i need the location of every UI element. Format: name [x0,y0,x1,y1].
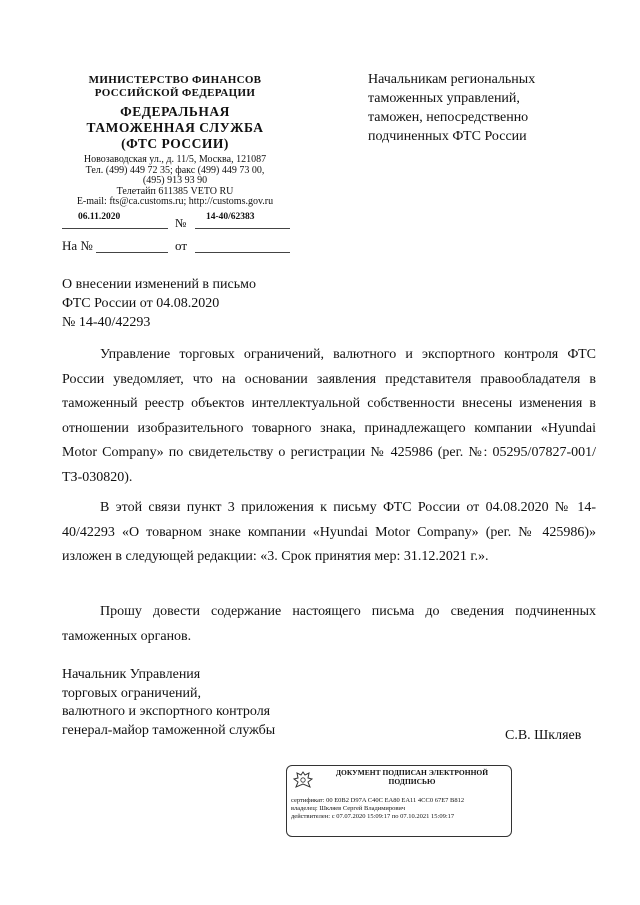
sender-fax: (495) 913 93 90 [142,175,208,186]
addressee-line-1: Начальникам региональных [368,72,536,87]
e-signature-stamp [286,765,512,837]
reference-number-underline [96,252,168,253]
reference-label: На № [62,238,93,253]
stamp-title: ДОКУМЕНТ ПОДПИСАН ЭЛЕКТРОННОЙ ПОДПИСЬЮ [335,768,489,786]
sender-email: E-mail: fts@ca.customs.ru; http://customs.gov.ru [76,196,274,207]
stamp-validity: действителен: с 07.07.2020 15:09:17 по 07.10.2021 15:09:17 [291,813,455,820]
sender-teletype: Телетайп 611385 VETO RU [116,185,234,197]
registration-number-sign: № [175,216,187,230]
subject-line-1: О внесении изменений в письмо [62,277,256,292]
signatory-line-4: генерал-майор таможенной службы [62,722,276,738]
agency-line-2: ТАМОЖЕННАЯ СЛУЖБА [86,120,264,135]
agency-line-1: ФЕДЕРАЛЬНАЯ [120,104,230,119]
sender-phone: Тел. (499) 449 72 35; факс (499) 449 73 00, [85,164,265,176]
agency-heading [60,104,290,152]
stamp-details [291,797,507,821]
addressee-line-2: таможенных управлений, [368,91,520,106]
signatory-line-1: Начальник Управления [62,667,201,682]
body-paragraph-2: В этой связи пункт 3 приложения к письму ФТС России от 04.08.2020 № 14-40/42293 «О товарном знаке компании «Hyundai Motor Company» (рег. № 425986)» изложен в следующей редакции: «3. Срок принятия мер: 31.12.2021 г.». [62,500,596,564]
signatory-line-3: валютного и экспортного контроля [62,704,271,719]
agency-line-3: (ФТС РОССИИ) [121,136,229,151]
signatory-title [62,666,322,740]
number-underline [195,228,290,229]
signatory-line-2: торговых ограничений, [62,685,202,701]
eagle-emblem-icon [292,770,314,790]
addressee-line-3: таможен, непосредственно [368,110,529,125]
body-paragraph-1: Управление торговых ограничений, валютного и экспортного контроля ФТС России уведомляет, что на основании заявления представителя правообладателя в таможенный реестр объектов интеллектуальной собственности внесены изменения в отношении изобразительного товарного знака, принадлежащего компании «Hyundai Motor Company» по свидетельству о регистрации № 425986 (рег. №: 05295/07827-001/ТЗ-030820). [62,347,596,485]
registration-number: 14-40/62383 [206,212,255,222]
stamp-owner: владелец: Шкляев Сергей Владимирович [291,805,406,812]
subject-line-2: ФТС России от 04.08.2020 [62,296,220,311]
registration-date: 06.11.2020 [78,212,121,222]
reference-date-underline [195,252,290,253]
date-underline [62,228,168,229]
ministry-line-2: РОССИЙСКОЙ ФЕДЕРАЦИИ [94,87,256,99]
ministry-line-1: МИНИСТЕРСТВО ФИНАНСОВ [88,74,262,86]
sender-contacts [60,155,290,208]
subject-block [62,275,322,332]
signatory-name: С.В. Шкляев [505,728,582,743]
body-paragraph-3: Прошу довести содержание настоящего письма до сведения подчиненных таможенных органов. [62,604,596,644]
stamp-certificate: сертификат: 00 E0B2 D97A C40C EA80 EA11 4CC0 67E7 B812 [291,797,465,804]
subject-line-3: № 14-40/42293 [62,315,151,330]
addressee-block [368,70,608,146]
reference-from-label: от [175,238,188,253]
addressee-line-4: подчиненных ФТС России [368,129,527,144]
ministry-heading [60,74,290,100]
sender-address: Новозаводская ул., д. 11/5, Москва, 121087 [83,154,267,165]
